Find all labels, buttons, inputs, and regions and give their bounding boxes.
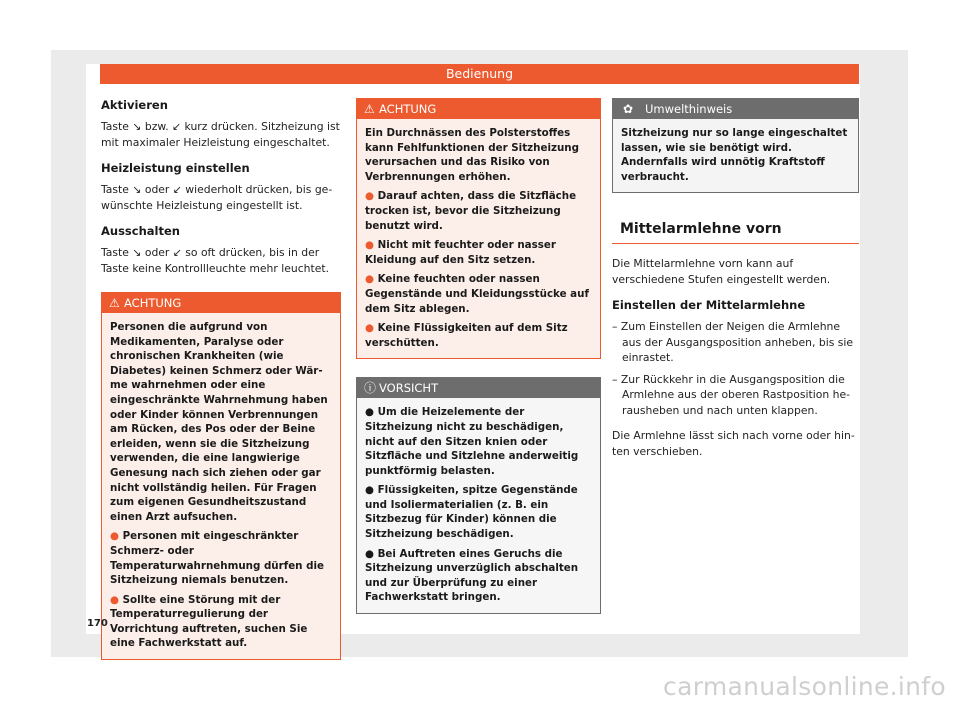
warning-item: ● Keine Flüssigkeiten auf dem Sitz verschütten.: [365, 322, 568, 349]
environment-note-box: [612, 98, 859, 193]
page-number: 170: [87, 618, 108, 629]
caution-box-body: [357, 398, 600, 613]
warning-item: ● Personen mit eingeschränkter Schmerz- oder Temperaturwahrnehmung dürfen die Sitzheizung niemals benutzen.: [110, 530, 324, 587]
warning-item: ● Nicht mit feuchter oder nasser Kleidung auf den Sitz setzen.: [365, 239, 556, 266]
heading-aktivieren: Aktivieren: [101, 98, 168, 112]
caution-box-title: VORSICHT: [379, 381, 439, 396]
text-aktivieren: Taste ↘ bzw. ↙ kurz drücken. Sitzheizung ist mit maximaler Heizleistung eingeschaltet.: [101, 120, 340, 149]
text-ausschalten: Taste ↘ oder ↙ so oft drücken, bis in der Taste keine Kontrollleuchte mehr leuchtet.: [101, 246, 330, 275]
section-intro: Die Mittelarmlehne vorn kann auf verschiedene Stufen eingestellt werden.: [612, 257, 831, 286]
watermark: carmanualsonline.info: [663, 672, 946, 701]
section-title: Mittelarmlehne vorn: [612, 221, 859, 244]
environment-note-header: [613, 99, 858, 119]
text-heizleistung: Taste ↘ oder ↙ wiederholt drücken, bis gewünschte Heizleistung eingestellt ist.: [101, 183, 333, 212]
warning-box-body: [357, 119, 600, 358]
warning-triangle-icon: ⚠: [109, 296, 120, 310]
warning-item: ● Darauf achten, dass die Sitzfläche trocken ist, bevor die Sitzheizung benutzt wird.: [365, 190, 577, 232]
warning-intro: Personen die aufgrund von Medikamenten, Paralyse oder chronischen Krankheiten (wie Diabetes) keinen Schmerz oder Wärme wahrnehmen oder eine eingeschränkte Wahrnehmung haben oder Kinder können Verbrennungen am Rücken, des Pos oder der Beine erleiden, wenn sie die Sitzheizung verwenden, die eine langwierige Genesung nach sich ziehen oder gar nicht vollständig heilen. Für Fragen zum eigenen Gesundheitszustand einen Arzt aufsuchen.: [110, 321, 328, 523]
environment-note-body: [613, 119, 858, 192]
caution-item: ● Um die Heizelemente der Sitzheizung nicht zu beschädigen, nicht auf den Sitzen knien oder Sitzfläche und Sitzlehne anderweitig punktförmig belasten.: [365, 406, 579, 477]
steps-list: [612, 319, 859, 418]
warning-box: [356, 98, 601, 359]
heading-ausschalten: Ausschalten: [101, 224, 180, 238]
caution-box: [356, 377, 601, 614]
warning-item: ● Keine feuchten oder nassen Gegenstände und Kleidungsstücke auf dem Sitz ablegen.: [365, 273, 589, 315]
environment-note-text: Sitzheizung nur so lange eingeschaltet lassen, wie sie benötigt wird. Andernfalls wird unnötig Kraftstoff verbraucht.: [621, 127, 848, 183]
caution-box-header: [357, 378, 600, 398]
warning-box-header: [357, 99, 600, 119]
warning-box-header: [102, 293, 340, 313]
warning-intro: Ein Durchnässen des Polsterstoffes kann Fehlfunktionen der Sitzheizung verursachen und das Risiko von Verbrennungen erhöhen.: [365, 127, 579, 183]
warning-box-title: ACHTUNG: [124, 296, 182, 310]
heading-heizleistung: Heizleistung einstellen: [101, 161, 250, 175]
info-circle-icon: ⓘ: [364, 381, 377, 396]
column-left: [101, 98, 341, 674]
list-item: – Zum Einstellen der Neigen die Armlehne aus der Ausgangsposition anheben, bis sie einrastet.: [612, 320, 854, 365]
list-item: – Zur Rückkehr in die Ausgangsposition die Armlehne aus der oberen Rastposition herausheben und nach unten klappen.: [612, 372, 850, 417]
caution-item: ● Flüssigkeiten, spitze Gegenstände und Isoliermaterialien (z. B. ein Sitzbezug für Kinder) können die Sitzheizung beschädigen.: [365, 484, 578, 541]
section-outro: Die Armlehne lässt sich nach vorne oder hinten verschieben.: [612, 429, 855, 458]
warning-box-body: [102, 313, 340, 659]
page-header: Bedienung: [100, 64, 859, 84]
subheading-einstellen: Einstellen der Mittelarmlehne: [612, 298, 806, 313]
warning-box-title: ACHTUNG: [379, 102, 437, 116]
column-right: [612, 98, 859, 470]
caution-item: ● Bei Auftreten eines Geruchs die Sitzheizung unverzüglich abschalten und zur Überprüfung zu einer Fachwerkstatt bringen.: [365, 547, 579, 604]
warning-item: ● Sollte eine Störung mit der Temperaturregulierung der Vorrichtung auftreten, suchen Sie eine Fachwerkstatt auf.: [110, 593, 308, 650]
environment-note-title: Umwelthinweis: [645, 102, 733, 116]
warning-triangle-icon: ⚠: [364, 102, 375, 116]
flower-icon: ✿: [623, 102, 634, 116]
warning-box: [101, 292, 341, 660]
column-middle: [356, 98, 601, 628]
